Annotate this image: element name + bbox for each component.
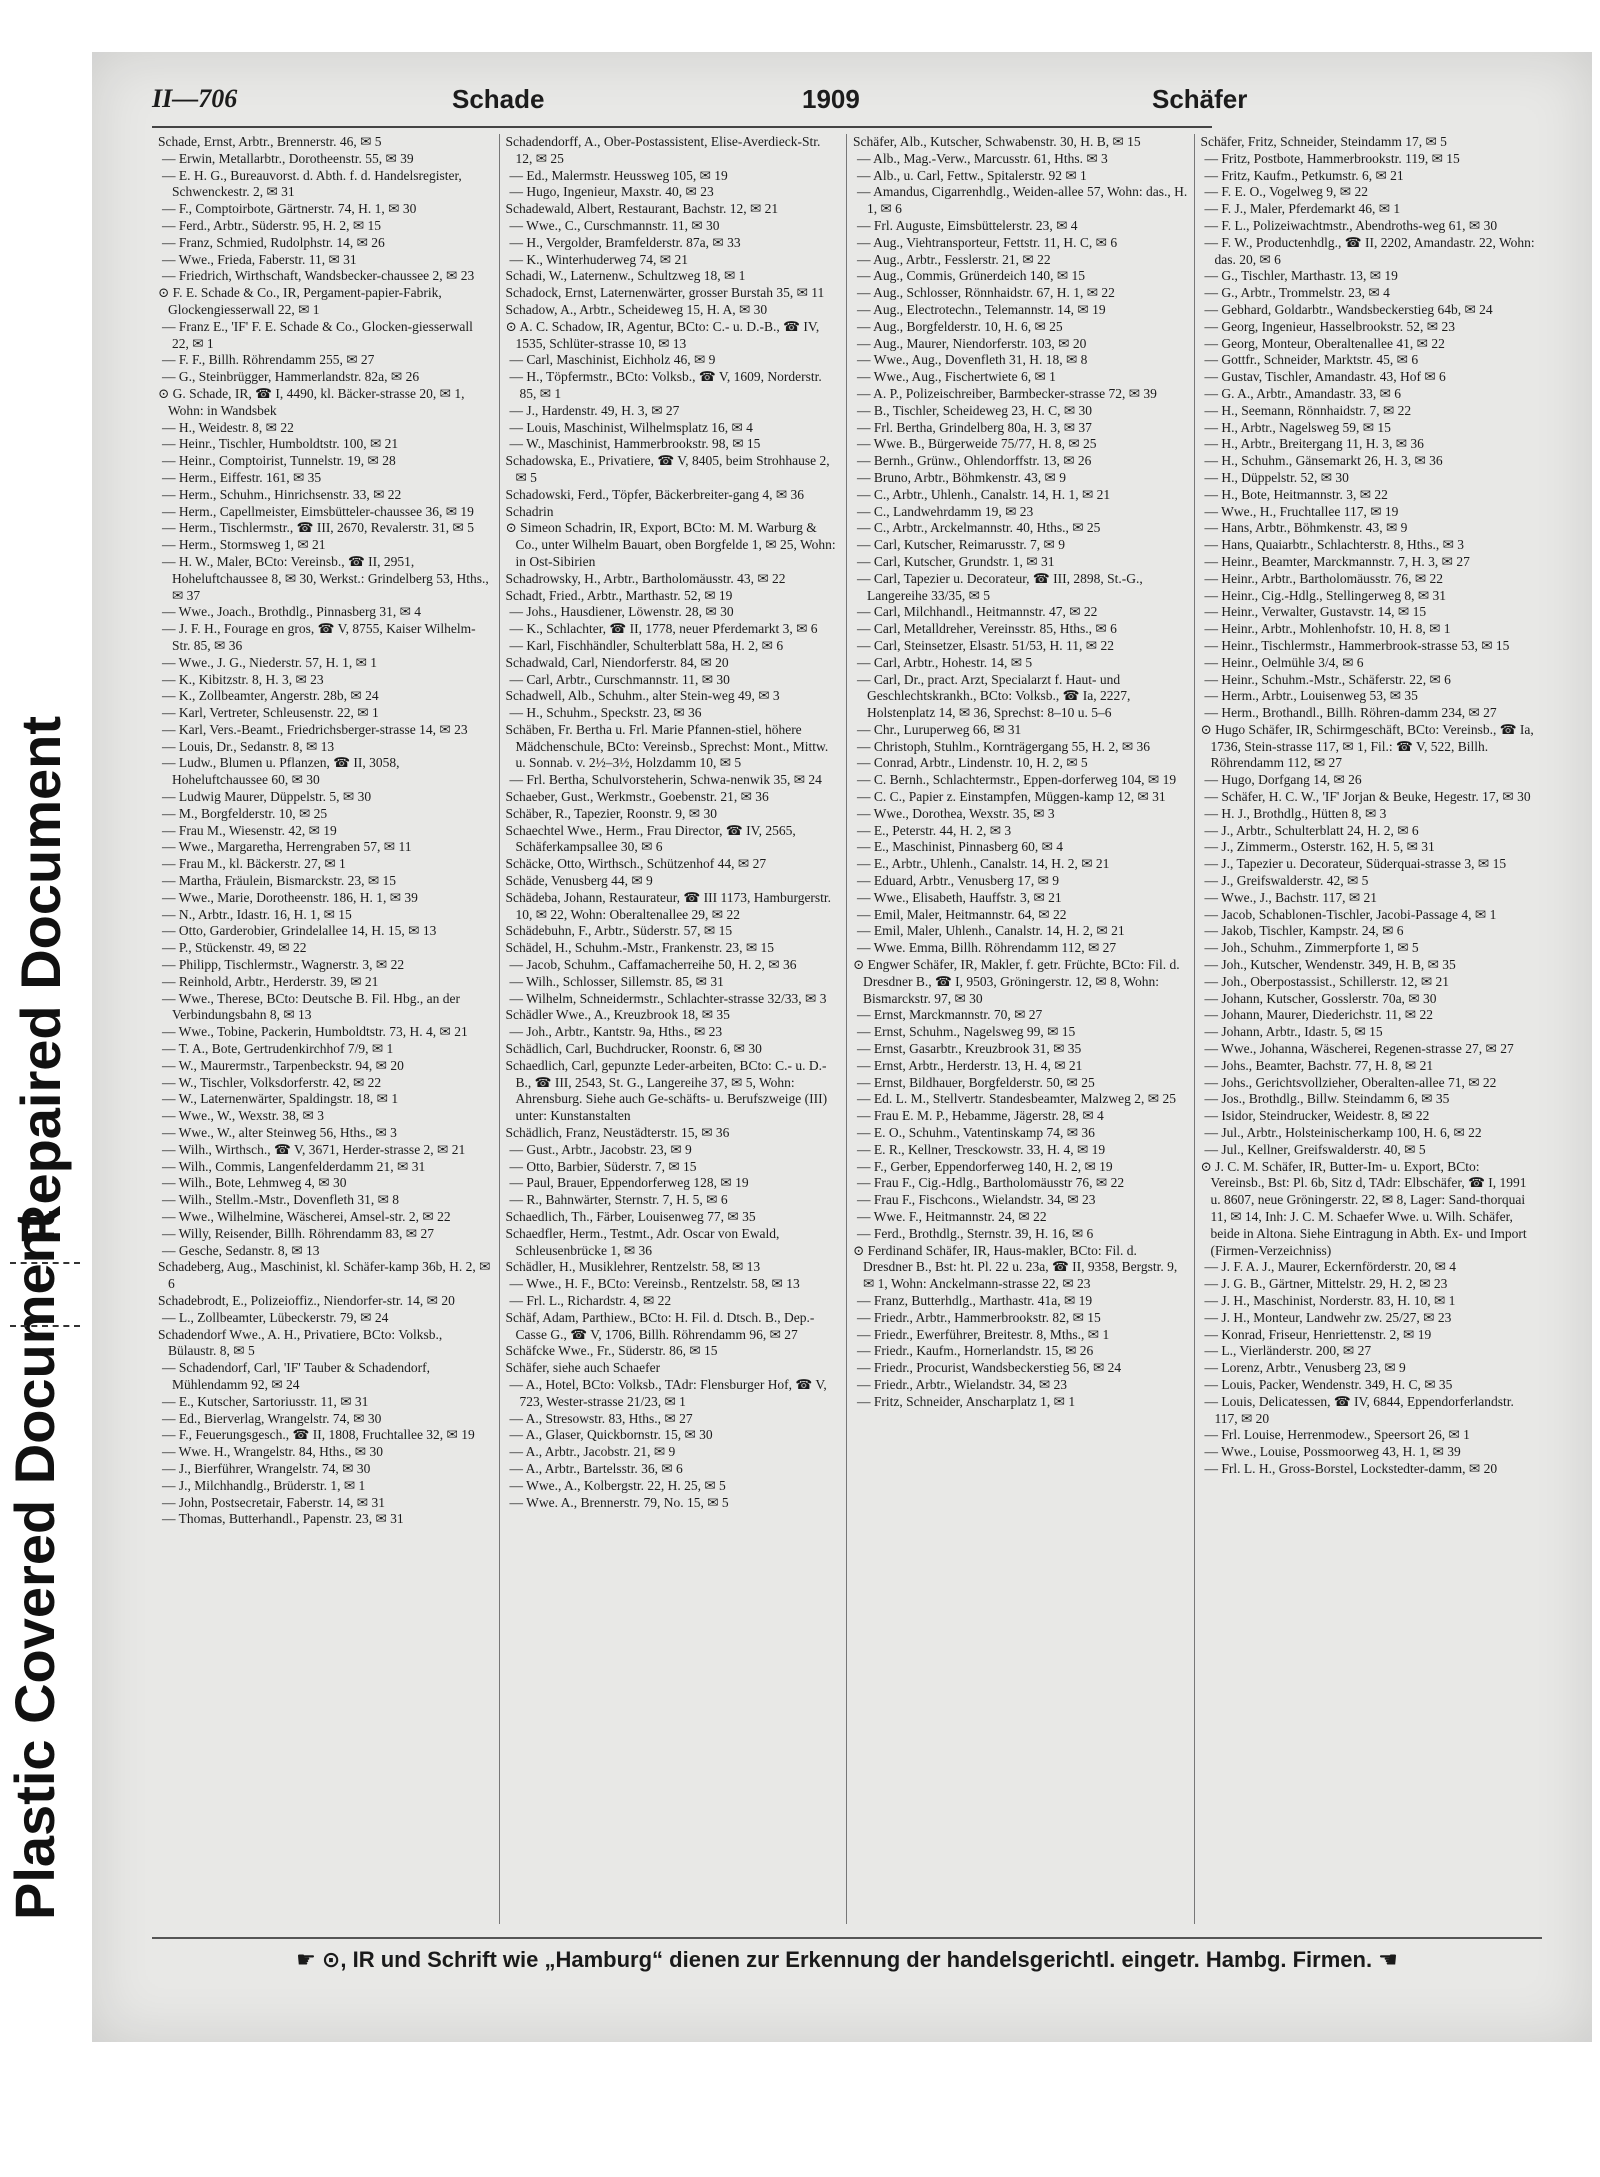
directory-entry: — Wwe., Frieda, Faberstr. 11, ✉ 31 xyxy=(162,251,357,267)
directory-entry: — Heinr., Beamter, Marckmannstr. 7, H. 3, ✉ 27 xyxy=(1204,553,1470,569)
directory-entry: — Franz, Butterhdlg., Marthastr. 41a, ✉ 19 xyxy=(857,1292,1093,1308)
directory-entry: — Martha, Fräulein, Bismarckstr. 23, ✉ 15 xyxy=(162,873,397,889)
repaired-document-label: Repaired Document xyxy=(9,716,72,1245)
directory-entry: — Frl. Bertha, Schulvorsteherin, Schwa-nenwik 35, ✉ 24 xyxy=(509,772,822,788)
directory-entry: — J., Zimmerm., Osterstr. 162, H. 5, ✉ 31 xyxy=(1204,839,1435,855)
directory-entry: Schaedlich, Carl, gepunzte Leder-arbeiten, BCto: C.- u. D.-B., ☎ III, 2543, St. G., Langereihe 37, ✉ 5, Wohn: Ahrensburg. Siehe auch Ge-schäfts- u. Berufszweige (III) unter: Kunstanstalten xyxy=(505,1057,828,1124)
directory-entry: ⊙ G. Schade, IR, ☎ I, 4490, kl. Bäcker-strasse 20, ✉ 1, Wohn: in Wandsbek xyxy=(158,385,465,418)
directory-entry: — J. H., Maschinist, Norderstr. 83, H. 10, ✉ 1 xyxy=(1204,1292,1456,1308)
directory-entry: — W., Maschinist, Hammerbrookstr. 98, ✉ 15 xyxy=(509,436,761,452)
directory-entry: — K., Winterhuderweg 74, ✉ 21 xyxy=(509,251,688,267)
directory-entry: — J., Tapezier u. Decorateur, Süderquai-strasse 3, ✉ 15 xyxy=(1204,856,1507,872)
directory-entry: Schaechtel Wwe., Herm., Frau Director, ☎ IV, 2565, Schäferkampsallee 30, ✉ 6 xyxy=(505,822,796,855)
directory-entry: — Ludw., Blumen u. Pflanzen, ☎ II, 3058, Hoheluftchaussee 60, ✉ 30 xyxy=(162,755,400,788)
directory-entry: — Carl, Dr., pract. Arzt, Specialarzt f. Haut- und Geschlechtskrankh., BCto: Volksb., ☎ Ia, 2227, Holstenplatz 14, ✉ 36, Sprechst: 8–10 u. 5–6 xyxy=(857,671,1131,721)
directory-entry: — Friedr., Procurist, Wandsbeckerstieg 56, ✉ 24 xyxy=(857,1360,1122,1376)
directory-entry: Schäben, Fr. Bertha u. Frl. Marie Pfannen-stiel, höhere Mädchenschule, BCto: Vereinsb., Sprechst: Mont., Mittw. u. Sonnab. v. 2½–3½, Holzdamm 10, ✉ 5 xyxy=(505,721,829,771)
directory-entry: Schädler Wwe., A., Kreuzbrook 18, ✉ 35 xyxy=(505,1007,730,1023)
directory-entry: — Ed. L. M., Stellvertr. Standesbeamter, Malzweg 2, ✉ 25 xyxy=(857,1091,1176,1107)
directory-entry: Schadwell, Alb., Schuhm., alter Stein-weg 49, ✉ 3 xyxy=(505,688,780,704)
directory-entry: — Herm., Tischlermstr., ☎ III, 2670, Revalerstr. 31, ✉ 5 xyxy=(162,520,474,536)
directory-entry: — Ed., Malermstr. Heussweg 105, ✉ 19 xyxy=(509,167,728,183)
directory-entry: — Carl, Metalldreher, Vereinsstr. 85, Hths., ✉ 6 xyxy=(857,621,1117,637)
directory-entry: Schädebuhn, F., Arbtr., Süderstr. 57, ✉ 15 xyxy=(505,923,733,939)
directory-entry: — C., Landwehrdamm 19, ✉ 23 xyxy=(857,503,1034,519)
column-4 xyxy=(1195,134,1543,1924)
directory-entry: — C., Arbtr., Arckelmannstr. 40, Hths., ✉ 25 xyxy=(857,520,1101,536)
directory-entry: — Carl, Steinsetzer, Elsastr. 51/53, H. 11, ✉ 22 xyxy=(857,637,1114,653)
directory-entry: — F., Comptoirbote, Gärtnerstr. 74, H. 1, ✉ 30 xyxy=(162,201,417,217)
directory-entry: — F. E. O., Vogelweg 9, ✉ 22 xyxy=(1204,184,1368,200)
column-3 xyxy=(847,134,1195,1924)
directory-entry: — A. P., Polizeischreiber, Barmbecker-strasse 72, ✉ 39 xyxy=(857,385,1157,401)
directory-entry: — Fritz, Postbote, Hammerbrookstr. 119, ✉ 15 xyxy=(1204,150,1460,166)
directory-entry: — Christoph, Stuhlm., Kornträgergang 55, H. 2, ✉ 36 xyxy=(857,738,1151,754)
directory-entry: — A., Stresowstr. 83, Hths., ✉ 27 xyxy=(509,1410,693,1426)
directory-entry: — Wwe., H. F., BCto: Vereinsb., Rentzelstr. 58, ✉ 13 xyxy=(509,1276,800,1292)
directory-entry: ⊙ A. C. Schadow, IR, Agentur, BCto: C.- u. D.-B., ☎ IV, 1535, Schlüter-strasse 10, ✉ 13 xyxy=(505,318,820,351)
directory-entry: — C. Bernh., Schlachtermstr., Eppen-dorferweg 104, ✉ 19 xyxy=(857,772,1177,788)
directory-entry: — Johs., Hausdiener, Löwenstr. 28, ✉ 30 xyxy=(509,604,734,620)
directory-entry: — Louis, Delicatessen, ☎ IV, 6844, Eppendorferlandstr. 117, ✉ 20 xyxy=(1204,1393,1514,1426)
directory-entry: — Jul., Kellner, Greifswalderstr. 40, ✉ 5 xyxy=(1204,1141,1426,1157)
directory-entry: — Wwe., Margaretha, Herrengraben 57, ✉ 11 xyxy=(162,839,412,855)
directory-entry: — Herm., Schuhm., Hinrichsenstr. 33, ✉ 22 xyxy=(162,486,402,502)
header-rule xyxy=(152,126,1212,128)
directory-entry: — A., Glaser, Quickbornstr. 15, ✉ 30 xyxy=(509,1427,713,1443)
directory-entry: — W., Laternenwärter, Spaldingstr. 18, ✉ 1 xyxy=(162,1091,399,1107)
directory-entry: — Frau F., Fischcons., Wielandstr. 34, ✉ 23 xyxy=(857,1192,1096,1208)
directory-entry: — Wwe., Elisabeth, Hauffstr. 3, ✉ 21 xyxy=(857,889,1062,905)
directory-entry: — T. A., Bote, Gertrudenkirchhof 7/9, ✉ 1 xyxy=(162,1041,394,1057)
directory-entry: Schadendorf Wwe., A. H., Privatiere, BCto: Volksb., Bülaustr. 8, ✉ 5 xyxy=(158,1326,443,1359)
directory-entry: ⊙ Ferdinand Schäfer, IR, Haus-makler, BCto: Fil. d. Dresdner B., Bst: ht. Pl. 22 u. 23a, ☎ II, 9358, Bergstr. 9, ✉ 1, Wohn: Anckelmann-strasse 22, ✉ 23 xyxy=(853,1242,1178,1292)
directory-entry: — G. A., Arbtr., Amandastr. 33, ✉ 6 xyxy=(1204,385,1402,401)
directory-entry: — Gust., Arbtr., Jacobstr. 23, ✉ 9 xyxy=(509,1141,692,1157)
directory-entry: — E., Peterstr. 44, H. 2, ✉ 3 xyxy=(857,822,1012,838)
directory-entry: — Joh., Schuhm., Zimmerpforte 1, ✉ 5 xyxy=(1204,940,1419,956)
directory-entry: — Heinr., Arbtr., Bartholomäusstr. 76, ✉ 22 xyxy=(1204,570,1444,586)
directory-entry: Schadrin xyxy=(505,503,554,519)
directory-entry: — Aug., Commis, Grünerdeich 140, ✉ 15 xyxy=(857,268,1086,284)
directory-entry: — H. J., Brothdlg., Hütten 8, ✉ 3 xyxy=(1204,805,1387,821)
directory-entry: — F., Feuerungsgesch., ☎ II, 1808, Fruchtallee 32, ✉ 19 xyxy=(162,1427,475,1443)
directory-entry: — K., Kibitzstr. 8, H. 3, ✉ 23 xyxy=(162,671,324,687)
directory-entry: Schäde, Venusberg 44, ✉ 9 xyxy=(505,873,653,889)
directory-entry: — Wwe., Therese, BCto: Deutsche B. Fil. Hbg., an der Verbindungsbahn 8, ✉ 13 xyxy=(162,990,460,1023)
directory-entry: ⊙ Engwer Schäfer, IR, Makler, f. getr. Früchte, BCto: Fil. d. Dresdner B., ☎ I, 9503, Gröningerstr. 12, ✉ 8, Wohn: Bismarckstr. 97, ✉ 30 xyxy=(853,957,1180,1006)
directory-entry: Schadendorff, A., Ober-Postassistent, Elise-Averdieck-Str. 12, ✉ 25 xyxy=(505,134,821,166)
directory-entry: — Carl, Maschinist, Eichholz 46, ✉ 9 xyxy=(509,352,716,368)
directory-entry: Schadi, W., Laternenw., Schultzweg 18, ✉ 1 xyxy=(505,268,746,284)
directory-entry: — Heinr., Cig.-Hdlg., Stellingerweg 8, ✉ 31 xyxy=(1204,587,1447,603)
directory-entry: — Wwe. H., Wrangelstr. 84, Hths., ✉ 30 xyxy=(162,1444,383,1460)
header-to: Schäfer xyxy=(1152,84,1248,114)
directory-entry: Schadowska, E., Privatiere, ☎ V, 8405, beim Strohhause 2, ✉ 5 xyxy=(505,453,830,485)
directory-entry: — Gesche, Sedanstr. 8, ✉ 13 xyxy=(162,1242,320,1258)
directory-entry: Schädeba, Johann, Restaurateur, ☎ III 1173, Hamburgerstr. 10, ✉ 22, Wohn: Oberaltenallee 29, ✉ 22 xyxy=(505,889,832,922)
directory-entry: — E., Maschinist, Pinnasberg 60, ✉ 4 xyxy=(857,839,1064,855)
directory-entry: — Georg, Ingenieur, Hasselbrookstr. 52, ✉ 23 xyxy=(1204,318,1455,334)
page-number: II—706 xyxy=(152,84,238,113)
directory-entry: — Karl, Vers.-Beamt., Friedrichsberger-strasse 14, ✉ 23 xyxy=(162,721,468,737)
directory-entry: — E. H. G., Bureauvorst. d. Abth. f. d. Handelsregister, Schwenckestr. 2, ✉ 31 xyxy=(162,167,462,200)
directory-entry: — Louis, Maschinist, Wilhelmsplatz 16, ✉ 4 xyxy=(509,419,753,435)
directory-entry: — Isidor, Steindrucker, Weidestr. 8, ✉ 22 xyxy=(1204,1108,1430,1124)
directory-entry: — Carl, Kutscher, Grundstr. 1, ✉ 31 xyxy=(857,553,1055,569)
directory-entry: — Wilh., Bote, Lehmweg 4, ✉ 30 xyxy=(162,1175,347,1191)
directory-entry: — Jacob, Schablonen-Tischler, Jacobi-Passage 4, ✉ 1 xyxy=(1204,906,1497,922)
directory-entry: — Johann, Maurer, Diederichstr. 11, ✉ 22 xyxy=(1204,1007,1433,1023)
directory-entry: — K., Schlachter, ☎ II, 1778, neuer Pferdemarkt 3, ✉ 6 xyxy=(509,621,818,637)
directory-entry: — J. H., Monteur, Landwehr zw. 25/27, ✉ 23 xyxy=(1204,1309,1452,1325)
directory-entry: — L., Vierländerstr. 200, ✉ 27 xyxy=(1204,1343,1372,1359)
directory-entry: — Wwe., Aug., Dovenfleth 31, H. 18, ✉ 8 xyxy=(857,352,1088,368)
directory-entry: — Hans, Quaiarbtr., Schlachterstr. 8, Hths., ✉ 3 xyxy=(1204,537,1465,553)
directory-entry: — Wwe., C., Curschmannstr. 11, ✉ 30 xyxy=(509,217,720,233)
directory-entry: — Aug., Borgfelderstr. 10, H. 6, ✉ 25 xyxy=(857,318,1063,334)
page-header xyxy=(152,82,1542,118)
directory-entry: — Schäfer, H. C. W., 'IF' Jorjan & Beuke, Hegestr. 17, ✉ 30 xyxy=(1204,789,1531,805)
directory-entry: — Erwin, Metallarbtr., Dorotheenstr. 55, ✉ 39 xyxy=(162,150,414,166)
directory-entry: — Frl. Auguste, Eimsbüttelerstr. 23, ✉ 4 xyxy=(857,217,1078,233)
directory-entry: — Aug., Arbtr., Fesslerstr. 21, ✉ 22 xyxy=(857,251,1051,267)
directory-entry: — Amandus, Cigarrenhdlg., Weiden-allee 57, Wohn: das., H. 1, ✉ 6 xyxy=(857,184,1188,217)
directory-entry: — Wwe., J. G., Niederstr. 57, H. 1, ✉ 1 xyxy=(162,654,378,670)
directory-entry: — Wwe., Dorothea, Wexstr. 35, ✉ 3 xyxy=(857,805,1055,821)
directory-entry: Schadewald, Albert, Restaurant, Bachstr. 12, ✉ 21 xyxy=(505,201,779,217)
directory-entry: Schäfcke Wwe., Fr., Süderstr. 86, ✉ 15 xyxy=(505,1343,718,1359)
directory-entry: — P., Stückenstr. 49, ✉ 22 xyxy=(162,940,307,956)
directory-entry: — H., Seemann, Rönnhaidstr. 7, ✉ 22 xyxy=(1204,402,1412,418)
directory-entry: — M., Borgfelderstr. 10, ✉ 25 xyxy=(162,805,328,821)
directory-entry: — Ferd., Brothdlg., Sternstr. 39, H. 16, ✉ 6 xyxy=(857,1225,1094,1241)
directory-entry: — A., Arbtr., Jacobstr. 21, ✉ 9 xyxy=(509,1444,676,1460)
directory-entry: — Heinr., Arbtr., Mohlenhofstr. 10, H. 8, ✉ 1 xyxy=(1204,621,1451,637)
directory-entry: — G., Steinbrügger, Hammerlandstr. 82a, ✉ 26 xyxy=(162,369,420,385)
directory-entry: — Ed., Bierverlag, Wrangelstr. 74, ✉ 30 xyxy=(162,1410,382,1426)
directory-entry: — Wwe., H., Fruchtallee 117, ✉ 19 xyxy=(1204,503,1399,519)
directory-entry: — H., Düppelstr. 52, ✉ 30 xyxy=(1204,469,1349,485)
directory-entry: — Fritz, Kaufm., Petkumstr. 6, ✉ 21 xyxy=(1204,167,1404,183)
directory-entry: Schäfer, Alb., Kutscher, Schwabenstr. 30, H. B, ✉ 15 xyxy=(853,134,1141,149)
directory-entry: — Jacob, Schuhm., Caffamacherreihe 50, H. 2, ✉ 36 xyxy=(509,957,797,973)
directory-entry: — Frl. L., Richardstr. 4, ✉ 22 xyxy=(509,1292,672,1308)
directory-entry: — J. F. H., Fourage en gros, ☎ V, 8755, Kaiser Wilhelm-Str. 85, ✉ 36 xyxy=(162,621,476,653)
directory-entry: — Heinr., Schuhm.-Mstr., Schäferstr. 22, ✉ 6 xyxy=(1204,671,1451,687)
directory-page xyxy=(92,52,1592,2042)
directory-entry: — Ernst, Schuhm., Nagelsweg 99, ✉ 15 xyxy=(857,1024,1076,1040)
directory-entry: — F. W., Productenhdlg., ☎ II, 2202, Amandastr. 22, Wohn: das. 20, ✉ 6 xyxy=(1204,234,1535,267)
directory-entry: Schäfer, Fritz, Schneider, Steindamm 17, ✉ 5 xyxy=(1200,134,1447,149)
directory-entry: — E., Kutscher, Sartoriusstr. 11, ✉ 31 xyxy=(162,1393,369,1409)
directory-entry: — C. C., Papier z. Einstampfen, Müggen-kamp 12, ✉ 31 xyxy=(857,789,1166,805)
directory-entry: — Bernh., Grünw., Ohlendorffstr. 13, ✉ 26 xyxy=(857,453,1092,469)
directory-entry: — B., Tischler, Scheideweg 23, H. C, ✉ 30 xyxy=(857,402,1093,418)
directory-entry: — Willy, Reisender, Billh. Röhrendamm 83, ✉ 27 xyxy=(162,1225,434,1241)
directory-entry: — Johs., Beamter, Bachstr. 77, H. 8, ✉ 21 xyxy=(1204,1057,1434,1073)
directory-entry: — G., Tischler, Marthastr. 13, ✉ 19 xyxy=(1204,268,1398,284)
directory-entry: — E. R., Kellner, Tresckowstr. 33, H. 4, ✉ 19 xyxy=(857,1141,1106,1157)
directory-entry: Schäf, Adam, Parthiew., BCto: H. Fil. d. Dtsch. B., Dep.-Casse G., ☎ V, 1706, Billh. Röhrendamm 96, ✉ 27 xyxy=(505,1309,815,1342)
directory-entry: — Eduard, Arbtr., Venusberg 17, ✉ 9 xyxy=(857,873,1060,889)
directory-entry: ⊙ J. C. M. Schäfer, IR, Butter-Im- u. Export, BCto: Vereinsb., Bst: Pl. 6b, Sitz d, TAdr: Elbschäfer, ☎ I, 1991 u. 8607, neue Gröningerstr. 22, ✉ 8, Lager: Sand-thorquai 11, ✉ 14, Inh: J. C. M. Schaefer Wwe. u. Wilh. Schäfer, beide in Altona. Siehe Eintragung in Abth. Ex- und Import (Firmen-Verzeichniss) xyxy=(1200,1158,1527,1258)
directory-entry: — Lorenz, Arbtr., Venusberg 23, ✉ 9 xyxy=(1204,1360,1406,1376)
directory-entry: — Herm., Arbtr., Louisenweg 53, ✉ 35 xyxy=(1204,688,1418,704)
directory-entry: — E. O., Schuhm., Vatentinskamp 74, ✉ 36 xyxy=(857,1125,1095,1141)
directory-entry: — Wilh., Schlosser, Sillemstr. 85, ✉ 31 xyxy=(509,973,724,989)
directory-entry: — Herm., Capellmeister, Eimsbütteler-chaussee 36, ✉ 19 xyxy=(162,503,474,519)
directory-entry: Schäfer, siehe auch Schaefer xyxy=(505,1360,661,1376)
directory-entry: — Ferd., Arbtr., Süderstr. 95, H. 2, ✉ 15 xyxy=(162,217,382,233)
directory-entry: — H., Weidestr. 8, ✉ 22 xyxy=(162,419,294,435)
column-1 xyxy=(152,134,500,1924)
directory-entry: — W., Tischler, Volksdorferstr. 42, ✉ 22 xyxy=(162,1074,382,1090)
directory-entry: — F. L., Polizeiwachtmstr., Abendroths-weg 61, ✉ 30 xyxy=(1204,217,1498,233)
directory-entry: — Carl, Milchhandl., Heitmannstr. 47, ✉ 22 xyxy=(857,604,1098,620)
directory-entry: Schadowski, Ferd., Töpfer, Bäckerbreiter-gang 4, ✉ 36 xyxy=(505,486,805,502)
directory-entry: — Wwe. A., Brennerstr. 79, No. 15, ✉ 5 xyxy=(509,1494,729,1510)
binding-strip xyxy=(0,0,92,2177)
directory-entry: — Chr., Luruperweg 66, ✉ 31 xyxy=(857,721,1022,737)
directory-entry: — Herm., Brothandl., Billh. Röhren-damm 234, ✉ 27 xyxy=(1204,705,1497,721)
footer-note: ☛ ⊙, IR und Schrift wie „Hamburg“ dienen zur Erkennung der handelsgerichtl. eingetr. Hambg. Firmen. ☚ xyxy=(152,1937,1542,1987)
directory-entry: — Philipp, Tischlermstr., Wagnerstr. 3, ✉ 22 xyxy=(162,957,405,973)
directory-entry: Schadrowsky, H., Arbtr., Bartholomäusstr. 43, ✉ 22 xyxy=(505,570,786,586)
directory-entry: — Emil, Maler, Uhlenh., Canalstr. 14, H. 2, ✉ 21 xyxy=(857,923,1125,939)
directory-entry: — F. F., Billh. Röhrendamm 255, ✉ 27 xyxy=(162,352,375,368)
directory-entry: Schädlich, Carl, Buchdrucker, Roonstr. 6, ✉ 30 xyxy=(505,1041,762,1057)
directory-entry: — Alb., Mag.-Verw., Marcusstr. 61, Hths. ✉ 3 xyxy=(857,150,1108,166)
directory-entry: — Ernst, Gasarbtr., Kreuzbrook 31, ✉ 35 xyxy=(857,1041,1082,1057)
directory-entry: — Frl. Bertha, Grindelberg 80a, H. 3, ✉ 37 xyxy=(857,419,1092,435)
directory-entry: — Louis, Packer, Wendenstr. 349, H. C, ✉ 35 xyxy=(1204,1376,1453,1392)
directory-entry: — Wilhelm, Schneidermstr., Schlachter-strasse 32/33, ✉ 3 xyxy=(509,990,827,1006)
directory-entry: — Wwe., Louise, Possmoorweg 43, H. 1, ✉ 39 xyxy=(1204,1444,1461,1460)
directory-entry: — Wilh., Commis, Langenfelderdamm 21, ✉ 31 xyxy=(162,1158,426,1174)
directory-entry: — Johann, Arbtr., Idastr. 5, ✉ 15 xyxy=(1204,1024,1383,1040)
directory-entry: Schaedfler, Herm., Testmt., Adr. Oscar von Ewald, Schleusenbrücke 1, ✉ 36 xyxy=(505,1225,780,1258)
directory-entry: — Heinr., Comptoirist, Tunnelstr. 19, ✉ 28 xyxy=(162,453,396,469)
directory-entry: — Friedrich, Wirthschaft, Wandsbecker-chaussee 2, ✉ 23 xyxy=(162,268,475,284)
directory-entry: — Alb., u. Carl, Fettw., Spitalerstr. 92 ✉ 1 xyxy=(857,167,1087,183)
directory-entry: — Frl. L. H., Gross-Borstel, Lockstedter-damm, ✉ 20 xyxy=(1204,1460,1498,1476)
directory-entry: — Frau M., Wiesenstr. 42, ✉ 19 xyxy=(162,822,337,838)
directory-entry: — Friedr., Arbtr., Wielandstr. 34, ✉ 23 xyxy=(857,1376,1068,1392)
directory-entry: — H. W., Maler, BCto: Vereinsb., ☎ II, 2951, Hoheluftchaussee 8, ✉ 30, Werkst.: Grindelberg 53, Hths., ✉ 37 xyxy=(162,553,489,603)
directory-entry: — J., Greifswalderstr. 42, ✉ 5 xyxy=(1204,873,1369,889)
directory-entry: — F. J., Maler, Pferdemarkt 46, ✉ 1 xyxy=(1204,201,1401,217)
directory-entry: — Aug., Schlosser, Rönnhaidstr. 67, H. 1, ✉ 22 xyxy=(857,285,1115,301)
page-content xyxy=(152,82,1542,2012)
directory-entry: — Wwe. F., Heitmannstr. 24, ✉ 22 xyxy=(857,1209,1047,1224)
directory-entry: Schadow, A., Arbtr., Scheideweg 15, H. A, ✉ 30 xyxy=(505,301,768,317)
directory-entry: — Frl. Louise, Herrenmodew., Speersort 26, ✉ 1 xyxy=(1204,1427,1470,1443)
directory-entry: — E., Arbtr., Uhlenh., Canalstr. 14, H. 2, ✉ 21 xyxy=(857,856,1110,872)
directory-entry: — J. F. A. J., Maurer, Eckernförderstr. 20, ✉ 4 xyxy=(1204,1259,1457,1275)
plastic-covered-label: Plastic Covered Document xyxy=(3,1210,66,1920)
directory-entry: — John, Postsecretair, Faberstr. 14, ✉ 31 xyxy=(162,1494,385,1510)
header-year: 1909 xyxy=(802,84,860,114)
directory-entry: — Johann, Kutscher, Gosslerstr. 70a, ✉ 30 xyxy=(1204,990,1437,1006)
directory-entry: — Wwe., A., Kolbergstr. 22, H. 25, ✉ 5 xyxy=(509,1477,726,1493)
directory-entry: Schadwald, Carl, Niendorferstr. 84, ✉ 20 xyxy=(505,654,729,670)
directory-entry: — Frau F., Cig.-Hdlg., Bartholomäusstr 76, ✉ 22 xyxy=(857,1175,1125,1191)
directory-entry: Schädel, H., Schuhm.-Mstr., Frankenstr. 23, ✉ 15 xyxy=(505,940,775,956)
directory-entry: — Wilh., Stellm.-Mstr., Dovenfleth 31, ✉ 8 xyxy=(162,1192,400,1208)
directory-entry: — Jul., Arbtr., Holsteinischerkamp 100, H. 6, ✉ 22 xyxy=(1204,1125,1482,1141)
directory-entry: Schadock, Ernst, Laternenwärter, grosser Burstah 35, ✉ 11 xyxy=(505,285,825,301)
directory-entry: — Hugo, Dorfgang 14, ✉ 26 xyxy=(1204,772,1362,788)
directory-entry: — Otto, Garderobier, Grindelallee 14, H. 15, ✉ 13 xyxy=(162,923,437,939)
directory-entry: — Herm., Eiffestr. 161, ✉ 35 xyxy=(162,469,322,485)
directory-entry: — Schadendorf, Carl, 'IF' Tauber & Schadendorf, Mühlendamm 92, ✉ 24 xyxy=(162,1360,430,1392)
directory-entry: Schädlich, Franz, Neustädterstr. 15, ✉ 36 xyxy=(505,1125,730,1141)
directory-entry: — Bruno, Arbtr., Böhmkenstr. 43, ✉ 9 xyxy=(857,469,1066,485)
directory-entry: — Heinr., Tischlermstr., Hammerbrook-strasse 53, ✉ 15 xyxy=(1204,637,1510,653)
directory-entry: Schädler, H., Musiklehrer, Rentzelstr. 58, ✉ 13 xyxy=(505,1259,761,1275)
directory-entry: Schadt, Fried., Arbtr., Marthastr. 52, ✉ 19 xyxy=(505,587,733,603)
directory-entry: — Franz E., 'IF' F. E. Schade & Co., Glocken-giesserwall 22, ✉ 1 xyxy=(162,318,473,351)
directory-entry: — Herm., Stormsweg 1, ✉ 21 xyxy=(162,537,326,553)
directory-entry: — Wwe. B., Bürgerweide 75/77, H. 8, ✉ 25 xyxy=(857,436,1097,452)
directory-entry: — R., Bahnwärter, Sternstr. 7, H. 5, ✉ 6 xyxy=(509,1192,728,1208)
directory-entry: — Wilh., Wirthsch., ☎ V, 3671, Herder-strasse 2, ✉ 21 xyxy=(162,1141,466,1157)
directory-entry: — Carl, Arbtr., Hohestr. 14, ✉ 5 xyxy=(857,654,1033,670)
directory-entry: — Heinr., Verwalter, Gustavstr. 14, ✉ 15 xyxy=(1204,604,1427,620)
directory-entry: — J., Arbtr., Schulterblatt 24, H. 2, ✉ 6 xyxy=(1204,822,1419,838)
directory-entry: — Wwe., Tobine, Packerin, Humboldtstr. 73, H. 4, ✉ 21 xyxy=(162,1024,468,1040)
directory-entry: — Paul, Brauer, Eppendorferweg 128, ✉ 19 xyxy=(509,1175,749,1191)
directory-entry: — J., Hardenstr. 49, H. 3, ✉ 27 xyxy=(509,402,680,418)
directory-entry: — J., Milchhandlg., Brüderstr. 1, ✉ 1 xyxy=(162,1477,366,1493)
directory-entry: — H., Töpfermstr., BCto: Volksb., ☎ V, 1609, Norderstr. 85, ✉ 1 xyxy=(509,369,822,401)
directory-entry: — Carl, Arbtr., Curschmannstr. 11, ✉ 30 xyxy=(509,671,730,687)
directory-entry: — Georg, Monteur, Oberaltenallee 41, ✉ 22 xyxy=(1204,335,1445,351)
directory-entry: — Reinhold, Arbtr., Herderstr. 39, ✉ 21 xyxy=(162,973,379,989)
directory-entry: — Heinr., Tischler, Humboldtstr. 100, ✉ 21 xyxy=(162,436,399,452)
directory-entry: — H., Schuhm., Gänsemarkt 26, H. 3, ✉ 36 xyxy=(1204,453,1443,469)
directory-entry: — Hugo, Ingenieur, Maxstr. 40, ✉ 23 xyxy=(509,184,714,200)
directory-entry: ⊙ F. E. Schade & Co., IR, Pergament-papier-Fabrik, Glockengiesserwall 22, ✉ 1 xyxy=(158,285,442,317)
directory-entry: — Heinr., Oelmühle 3/4, ✉ 6 xyxy=(1204,654,1364,670)
directory-entry: — Frau E. M. P., Hebamme, Jägerstr. 28, ✉ 4 xyxy=(857,1108,1104,1124)
directory-entry: Schaeber, Gust., Werkmstr., Goebenstr. 21, ✉ 36 xyxy=(505,789,769,805)
directory-entry: Schäcke, Otto, Wirthsch., Schützenhof 44, ✉ 27 xyxy=(505,856,767,872)
directory-entry: — Gottfr., Schneider, Marktstr. 45, ✉ 6 xyxy=(1204,352,1419,368)
directory-entry: — N., Arbtr., Idastr. 16, H. 1, ✉ 15 xyxy=(162,906,352,922)
directory-entry: ⊙ Hugo Schäfer, IR, Schirmgeschäft, BCto: Vereinsb., ☎ Ia, 1736, Stein-strasse 117, ✉ 1, Fil.: ☎ V, 522, Billh. Röhrendamm 112, ✉ 27 xyxy=(1200,721,1534,771)
directory-entry: — Gebhard, Goldarbtr., Wandsbeckerstieg 64b, ✉ 24 xyxy=(1204,301,1493,317)
directory-entry: — Carl, Tapezier u. Decorateur, ☎ III, 2898, St.-G., Langereihe 33/35, ✉ 5 xyxy=(857,570,1143,603)
directory-entry: — Conrad, Arbtr., Lindenstr. 10, H. 2, ✉ 5 xyxy=(857,755,1088,771)
directory-entry: Schaedlich, Th., Färber, Louisenweg 77, ✉ 35 xyxy=(505,1209,756,1224)
directory-entry: — C., Arbtr., Uhlenh., Canalstr. 14, H. 1, ✉ 21 xyxy=(857,486,1111,502)
directory-entry: — J. G. B., Gärtner, Mittelstr. 29, H. 2, ✉ 23 xyxy=(1204,1276,1448,1292)
directory-entry: — A., Hotel, BCto: Volksb., TAdr: Flensburger Hof, ☎ V, 723, Wester-strasse 21/23, ✉ 1 xyxy=(509,1376,827,1409)
directory-entry: — Otto, Barbier, Süderstr. 7, ✉ 15 xyxy=(509,1158,697,1174)
directory-entry: Schadebrodt, E., Polizeioffiz., Niendorfer-str. 14, ✉ 20 xyxy=(158,1292,455,1308)
directory-entry: — H., Schuhm., Speckstr. 23, ✉ 36 xyxy=(509,705,702,721)
directory-entry: — Joh., Oberpostassist., Schillerstr. 12, ✉ 21 xyxy=(1204,973,1450,989)
directory-entry: — Wwe., Wilhelmine, Wäscherei, Amsel-str. 2, ✉ 22 xyxy=(162,1209,451,1224)
directory-entry: — Karl, Vertreter, Schleusenstr. 22, ✉ 1 xyxy=(162,705,379,721)
directory-entry: — Ernst, Arbtr., Herderstr. 13, H. 4, ✉ 21 xyxy=(857,1057,1083,1073)
directory-entry: — Joh., Arbtr., Kantstr. 9a, Hths., ✉ 23 xyxy=(509,1024,723,1040)
directory-entry: — Carl, Kutscher, Reimarusstr. 7, ✉ 9 xyxy=(857,537,1065,553)
directory-entry: — Ernst, Bildhauer, Borgfelderstr. 50, ✉ 25 xyxy=(857,1074,1095,1090)
directory-entry: — Friedr., Arbtr., Hammerbrookstr. 82, ✉ 15 xyxy=(857,1309,1101,1325)
directory-entry: — Aug., Viehtransporteur, Fettstr. 11, H. C, ✉ 6 xyxy=(857,234,1118,250)
directory-entry: ⊙ Simeon Schadrin, IR, Export, BCto: M. M. Warburg & Co., unter Wilhelm Bauart, oben Borgfelde 1, ✉ 25, Wohn: in Ost-Sibirien xyxy=(505,520,836,569)
directory-entry: — Emil, Maler, Heitmannstr. 64, ✉ 22 xyxy=(857,906,1067,922)
directory-entry: — Ernst, Marckmannstr. 70, ✉ 27 xyxy=(857,1007,1043,1023)
directory-entry: — Aug., Electrotechn., Telemannstr. 14, ✉ 19 xyxy=(857,301,1106,317)
directory-entry: — Friedr., Kaufm., Hornerlandstr. 15, ✉ 26 xyxy=(857,1343,1094,1359)
directory-entry: — Karl, Fischhändler, Schulterblatt 58a, H. 2, ✉ 6 xyxy=(509,637,784,653)
directory-entry: — Franz, Schmied, Rudolphstr. 14, ✉ 26 xyxy=(162,234,385,250)
directory-entry: — F., Gerber, Eppendorferweg 140, H. 2, ✉ 19 xyxy=(857,1158,1113,1174)
directory-entry: Schade, Ernst, Arbtr., Brennerstr. 46, ✉ 5 xyxy=(158,134,382,149)
cut-line-bottom xyxy=(10,1262,80,1264)
directory-entry: — Aug., Maurer, Niendorferstr. 103, ✉ 20 xyxy=(857,335,1087,351)
column-2 xyxy=(500,134,848,1924)
directory-entry: Schadeberg, Aug., Maschinist, kl. Schäfer-kamp 36b, H. 2, ✉ 6 xyxy=(158,1259,491,1292)
directory-columns xyxy=(152,134,1542,1924)
directory-entry: — Wwe., J., Bachstr. 117, ✉ 21 xyxy=(1204,889,1378,905)
directory-entry: — W., Maurermstr., Tarpenbeckstr. 94, ✉ 20 xyxy=(162,1057,404,1073)
directory-entry: — J., Bierführer, Wrangelstr. 74, ✉ 30 xyxy=(162,1460,371,1476)
directory-entry: — Wwe., Aug., Fischertwiete 6, ✉ 1 xyxy=(857,369,1056,385)
directory-entry: — Wwe., Joach., Brothdlg., Pinnasberg 31, ✉ 4 xyxy=(162,604,422,620)
directory-entry: — Wwe., W., alter Steinweg 56, Hths., ✉ 3 xyxy=(162,1125,397,1141)
directory-entry: — Konrad, Friseur, Henriettenstr. 2, ✉ 19 xyxy=(1204,1326,1432,1342)
directory-entry: — K., Zollbeamter, Angerstr. 28b, ✉ 24 xyxy=(162,688,379,704)
directory-entry: — L., Zollbeamter, Lübeckerstr. 79, ✉ 24 xyxy=(162,1309,389,1325)
header-from: Schade xyxy=(452,84,545,114)
directory-entry: — H., Arbtr., Breitergang 11, H. 3, ✉ 36 xyxy=(1204,436,1424,452)
directory-entry: — H., Arbtr., Nagelsweg 59, ✉ 15 xyxy=(1204,419,1391,435)
directory-entry: — G., Arbtr., Trommelstr. 23, ✉ 4 xyxy=(1204,285,1390,301)
directory-entry: — Wwe., W., Wexstr. 38, ✉ 3 xyxy=(162,1108,324,1124)
directory-entry: Schäber, R., Tapezier, Roonstr. 9, ✉ 30 xyxy=(505,805,717,821)
directory-entry: — Fritz, Schneider, Anscharplatz 1, ✉ 1 xyxy=(857,1393,1076,1409)
directory-entry: — Friedr., Ewerführer, Breitestr. 8, Mths., ✉ 1 xyxy=(857,1326,1110,1342)
directory-entry: — H., Bote, Heitmannstr. 3, ✉ 22 xyxy=(1204,486,1388,502)
directory-entry: — Louis, Dr., Sedanstr. 8, ✉ 13 xyxy=(162,738,335,754)
directory-entry: — Wwe., Marie, Dorotheenstr. 186, H. 1, ✉ 39 xyxy=(162,889,418,905)
cut-line-top xyxy=(10,1325,80,1327)
directory-entry: — Hans, Arbtr., Böhmkenstr. 43, ✉ 9 xyxy=(1204,520,1408,536)
directory-entry: — Jos., Brothdlg., Billw. Steindamm 6, ✉ 35 xyxy=(1204,1091,1450,1107)
directory-entry: — Thomas, Butterhandl., Papenstr. 23, ✉ 31 xyxy=(162,1511,404,1527)
directory-entry: — Wwe., Johanna, Wäscherei, Regenen-strasse 27, ✉ 27 xyxy=(1204,1041,1514,1057)
directory-entry: — Johs., Gerichtsvollzieher, Oberalten-allee 71, ✉ 22 xyxy=(1204,1074,1497,1090)
directory-entry: — Wwe. Emma, Billh. Röhrendamm 112, ✉ 27 xyxy=(857,940,1117,956)
directory-entry: — A., Arbtr., Bartelsstr. 36, ✉ 6 xyxy=(509,1460,683,1476)
directory-entry: — Jakob, Tischler, Kampstr. 24, ✉ 6 xyxy=(1204,923,1404,939)
directory-entry: — Frau M., kl. Bäckerstr. 27, ✉ 1 xyxy=(162,856,346,872)
directory-entry: — Ludwig Maurer, Düppelstr. 5, ✉ 30 xyxy=(162,789,372,805)
directory-entry: — Joh., Kutscher, Wendenstr. 349, H. B, ✉ 35 xyxy=(1204,957,1456,973)
directory-entry: — Gustav, Tischler, Amandastr. 43, Hof ✉ 6 xyxy=(1204,369,1446,385)
directory-entry: — H., Vergolder, Bramfelderstr. 87a, ✉ 33 xyxy=(509,234,741,250)
